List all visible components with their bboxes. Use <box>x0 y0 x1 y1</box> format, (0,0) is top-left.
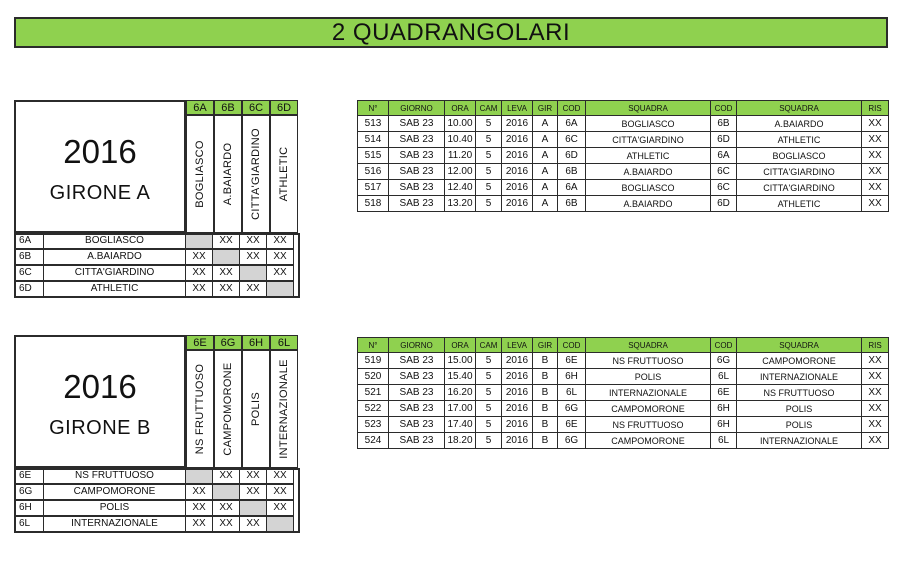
result-cell: XX <box>185 484 213 500</box>
table-cell: A.BAIARDO <box>586 196 711 212</box>
table-cell: 517 <box>358 180 389 196</box>
table-cell: CITTA'GIARDINO <box>586 132 711 148</box>
group-label <box>14 100 186 233</box>
column-header: GIORNO <box>389 338 445 353</box>
table-cell: 516 <box>358 164 389 180</box>
table-cell: 6H <box>711 401 737 417</box>
table-row <box>358 353 889 369</box>
column-team: POLIS <box>250 392 262 426</box>
table-row <box>14 468 300 484</box>
table-row <box>14 500 300 516</box>
result-cell: XX <box>239 468 267 484</box>
table-cell: 2016 <box>502 433 533 449</box>
result-cell <box>212 484 240 500</box>
row-team: NS FRUTTUOSO <box>43 468 186 484</box>
table-cell: 12.40 <box>445 180 476 196</box>
column-header: ORA <box>445 338 476 353</box>
result-cell <box>212 249 240 265</box>
table-cell: XX <box>862 353 889 369</box>
table-cell: ATHLETIC <box>737 132 862 148</box>
table-cell: 5 <box>476 148 502 164</box>
column-code: 6C <box>242 100 270 115</box>
table-cell: A <box>533 180 558 196</box>
table-cell: 522 <box>358 401 389 417</box>
result-cell <box>185 468 213 484</box>
table-row <box>358 417 889 433</box>
table-row <box>358 401 889 417</box>
table-cell: 6L <box>558 385 586 401</box>
table-cell: 2016 <box>502 148 533 164</box>
column-header: COD <box>558 101 586 116</box>
schedule-table-girone-b <box>357 337 889 449</box>
table-cell: 13.20 <box>445 196 476 212</box>
table-cell: 2016 <box>502 196 533 212</box>
table-cell: 5 <box>476 180 502 196</box>
column-team: ATHLETIC <box>278 146 290 202</box>
result-cell: XX <box>266 265 294 281</box>
row-code: 6E <box>14 468 44 484</box>
result-cell <box>239 265 267 281</box>
result-cell: XX <box>239 249 267 265</box>
column-header: ORA <box>445 101 476 116</box>
result-cell: XX <box>212 516 240 532</box>
table-cell: BOGLIASCO <box>586 180 711 196</box>
table-cell: 6L <box>711 369 737 385</box>
table-cell: 523 <box>358 417 389 433</box>
row-team: POLIS <box>43 500 186 516</box>
table-cell: 6B <box>558 196 586 212</box>
table-cell: XX <box>862 116 889 132</box>
table-cell: SAB 23 <box>389 148 445 164</box>
row-code: 6A <box>14 233 44 249</box>
table-cell: 10.00 <box>445 116 476 132</box>
table-cell: 6B <box>711 116 737 132</box>
result-cell <box>239 500 267 516</box>
column-header: LEVA <box>502 101 533 116</box>
table-cell: 18.20 <box>445 433 476 449</box>
table-row <box>358 196 889 212</box>
result-cell: XX <box>185 281 213 297</box>
column-header <box>214 100 242 233</box>
result-cell: XX <box>266 249 294 265</box>
table-cell: 6A <box>558 180 586 196</box>
column-code: 6H <box>242 335 270 350</box>
table-cell: 10.40 <box>445 132 476 148</box>
table-row <box>358 369 889 385</box>
group-rows <box>14 468 300 532</box>
table-cell: 6A <box>711 148 737 164</box>
table-cell: XX <box>862 369 889 385</box>
result-cell: XX <box>212 233 240 249</box>
table-cell: XX <box>862 196 889 212</box>
table-cell: XX <box>862 180 889 196</box>
row-team: ATHLETIC <box>43 281 186 297</box>
table-cell: POLIS <box>737 417 862 433</box>
column-team: CITTA'GIARDINO <box>250 128 262 220</box>
column-header <box>270 335 298 468</box>
table-cell: 6E <box>711 385 737 401</box>
column-header <box>186 335 214 468</box>
table-cell: 5 <box>476 369 502 385</box>
column-header: GIR <box>533 338 558 353</box>
table-cell: ATHLETIC <box>586 148 711 164</box>
group-year: 2016 <box>63 133 137 170</box>
column-code: 6D <box>270 100 298 115</box>
column-header: RIS <box>862 101 889 116</box>
result-cell: XX <box>266 233 294 249</box>
table-cell: 2016 <box>502 164 533 180</box>
table-cell: 5 <box>476 433 502 449</box>
table-cell: 2016 <box>502 401 533 417</box>
table-cell: 6H <box>711 417 737 433</box>
table-cell: NS FRUTTUOSO <box>586 353 711 369</box>
result-cell: XX <box>212 500 240 516</box>
column-team: BOGLIASCO <box>194 140 206 208</box>
column-code: 6L <box>270 335 298 350</box>
table-cell: A <box>533 132 558 148</box>
column-header: LEVA <box>502 338 533 353</box>
table-cell: SAB 23 <box>389 196 445 212</box>
table-cell: 15.00 <box>445 353 476 369</box>
row-code: 6H <box>14 500 44 516</box>
result-cell: XX <box>212 281 240 297</box>
column-code: 6E <box>186 335 214 350</box>
table-cell: XX <box>862 385 889 401</box>
table-cell: CAMPOMORONE <box>586 433 711 449</box>
result-cell: XX <box>239 281 267 297</box>
table-cell: B <box>533 417 558 433</box>
column-header: CAM <box>476 101 502 116</box>
column-header: GIR <box>533 101 558 116</box>
table-cell: SAB 23 <box>389 116 445 132</box>
column-header <box>214 335 242 468</box>
column-header: GIORNO <box>389 101 445 116</box>
column-header <box>242 335 270 468</box>
column-header <box>270 100 298 233</box>
table-cell: NS FRUTTUOSO <box>737 385 862 401</box>
table-cell: CITTA'GIARDINO <box>737 164 862 180</box>
table-cell: 519 <box>358 353 389 369</box>
column-header <box>242 100 270 233</box>
schedule-header-row <box>358 101 889 116</box>
table-cell: 6A <box>558 116 586 132</box>
table-cell: B <box>533 433 558 449</box>
table-cell: 5 <box>476 417 502 433</box>
table-cell: SAB 23 <box>389 180 445 196</box>
page-title: 2 QUADRANGOLARI <box>14 17 888 48</box>
row-team: INTERNAZIONALE <box>43 516 186 532</box>
column-header: N° <box>358 101 389 116</box>
result-cell <box>185 233 213 249</box>
table-cell: A <box>533 164 558 180</box>
column-team: INTERNAZIONALE <box>278 359 290 459</box>
result-cell: XX <box>239 484 267 500</box>
result-cell: XX <box>185 249 213 265</box>
table-row <box>14 233 300 249</box>
column-code: 6B <box>214 100 242 115</box>
row-code: 6G <box>14 484 44 500</box>
table-row <box>358 180 889 196</box>
table-cell: 12.00 <box>445 164 476 180</box>
result-cell: XX <box>266 468 294 484</box>
table-cell: 513 <box>358 116 389 132</box>
table-cell: A.BAIARDO <box>586 164 711 180</box>
table-cell: CAMPOMORONE <box>737 353 862 369</box>
table-cell: ATHLETIC <box>737 196 862 212</box>
table-cell: XX <box>862 132 889 148</box>
table-cell: SAB 23 <box>389 385 445 401</box>
table-cell: 5 <box>476 196 502 212</box>
table-cell: A <box>533 148 558 164</box>
result-cell: XX <box>185 265 213 281</box>
column-header: N° <box>358 338 389 353</box>
table-cell: POLIS <box>586 369 711 385</box>
table-cell: B <box>533 369 558 385</box>
table-cell: 6D <box>711 132 737 148</box>
column-header: SQUADRA <box>586 338 711 353</box>
column-header: SQUADRA <box>586 101 711 116</box>
row-team: CITTA'GIARDINO <box>43 265 186 281</box>
column-code: 6A <box>186 100 214 115</box>
table-cell: 5 <box>476 353 502 369</box>
table-cell: 6C <box>711 180 737 196</box>
table-cell: A.BAIARDO <box>737 116 862 132</box>
result-cell: XX <box>185 500 213 516</box>
table-cell: CITTA'GIARDINO <box>737 180 862 196</box>
group-name: GIRONE B <box>49 417 151 439</box>
table-row <box>14 281 300 297</box>
table-cell: 6C <box>711 164 737 180</box>
group-year: 2016 <box>63 368 137 405</box>
column-header: SQUADRA <box>737 338 862 353</box>
column-header: CAM <box>476 338 502 353</box>
row-team: CAMPOMORONE <box>43 484 186 500</box>
table-cell: SAB 23 <box>389 417 445 433</box>
table-cell: 5 <box>476 164 502 180</box>
table-cell: XX <box>862 433 889 449</box>
table-cell: 16.20 <box>445 385 476 401</box>
row-team: A.BAIARDO <box>43 249 186 265</box>
table-cell: 2016 <box>502 180 533 196</box>
table-cell: 2016 <box>502 132 533 148</box>
table-cell: SAB 23 <box>389 401 445 417</box>
table-cell: 2016 <box>502 116 533 132</box>
table-cell: 2016 <box>502 385 533 401</box>
table-cell: 11.20 <box>445 148 476 164</box>
table-cell: SAB 23 <box>389 369 445 385</box>
table-row <box>358 132 889 148</box>
table-cell: 6G <box>711 353 737 369</box>
table-cell: POLIS <box>737 401 862 417</box>
table-row <box>358 433 889 449</box>
table-cell: INTERNAZIONALE <box>737 369 862 385</box>
table-cell: 15.40 <box>445 369 476 385</box>
result-cell: XX <box>212 468 240 484</box>
table-cell: B <box>533 385 558 401</box>
table-cell: BOGLIASCO <box>737 148 862 164</box>
column-header: COD <box>558 338 586 353</box>
table-cell: 514 <box>358 132 389 148</box>
table-cell: A <box>533 116 558 132</box>
row-code: 6L <box>14 516 44 532</box>
table-cell: 6C <box>558 132 586 148</box>
table-cell: NS FRUTTUOSO <box>586 417 711 433</box>
table-row <box>358 385 889 401</box>
table-cell: 5 <box>476 385 502 401</box>
table-cell: BOGLIASCO <box>586 116 711 132</box>
schedule-table-girone-a <box>357 100 889 212</box>
table-cell: 6D <box>711 196 737 212</box>
table-cell: 6E <box>558 353 586 369</box>
table-cell: 5 <box>476 401 502 417</box>
table-cell: 5 <box>476 116 502 132</box>
result-cell: XX <box>185 516 213 532</box>
result-cell <box>266 281 294 297</box>
schedule-header-row <box>358 338 889 353</box>
column-header: COD <box>711 101 737 116</box>
result-cell: XX <box>212 265 240 281</box>
table-cell: 521 <box>358 385 389 401</box>
result-cell: XX <box>239 233 267 249</box>
column-team: CAMPOMORONE <box>222 362 234 456</box>
table-cell: B <box>533 401 558 417</box>
table-cell: 6L <box>711 433 737 449</box>
table-cell: 6H <box>558 369 586 385</box>
table-cell: 2016 <box>502 369 533 385</box>
column-header <box>186 100 214 233</box>
table-row <box>358 116 889 132</box>
table-cell: XX <box>862 401 889 417</box>
table-cell: 17.40 <box>445 417 476 433</box>
table-cell: SAB 23 <box>389 132 445 148</box>
row-team: BOGLIASCO <box>43 233 186 249</box>
row-code: 6B <box>14 249 44 265</box>
table-cell: 17.00 <box>445 401 476 417</box>
result-cell: XX <box>266 484 294 500</box>
table-cell: INTERNAZIONALE <box>586 385 711 401</box>
table-cell: INTERNAZIONALE <box>737 433 862 449</box>
result-cell <box>266 516 294 532</box>
row-code: 6D <box>14 281 44 297</box>
table-row <box>358 164 889 180</box>
table-cell: SAB 23 <box>389 433 445 449</box>
column-header: RIS <box>862 338 889 353</box>
table-cell: 6D <box>558 148 586 164</box>
result-cell: XX <box>239 516 267 532</box>
table-cell: 2016 <box>502 417 533 433</box>
group-rows <box>14 233 300 297</box>
table-cell: CAMPOMORONE <box>586 401 711 417</box>
table-cell: 515 <box>358 148 389 164</box>
table-cell: XX <box>862 417 889 433</box>
table-cell: 520 <box>358 369 389 385</box>
table-row <box>14 265 300 281</box>
column-code: 6G <box>214 335 242 350</box>
column-header: SQUADRA <box>737 101 862 116</box>
table-cell: 6E <box>558 417 586 433</box>
table-cell: 6G <box>558 433 586 449</box>
table-cell: 518 <box>358 196 389 212</box>
table-cell: SAB 23 <box>389 353 445 369</box>
row-code: 6C <box>14 265 44 281</box>
table-row <box>14 249 300 265</box>
table-cell: A <box>533 196 558 212</box>
table-row <box>358 148 889 164</box>
table-cell: XX <box>862 164 889 180</box>
table-cell: SAB 23 <box>389 164 445 180</box>
column-team: NS FRUTTUOSO <box>194 363 206 455</box>
table-cell: 6G <box>558 401 586 417</box>
column-team: A.BAIARDO <box>222 142 234 206</box>
column-header: COD <box>711 338 737 353</box>
table-cell: 2016 <box>502 353 533 369</box>
table-row <box>14 516 300 532</box>
table-row <box>14 484 300 500</box>
table-cell: B <box>533 353 558 369</box>
table-cell: XX <box>862 148 889 164</box>
table-cell: 5 <box>476 132 502 148</box>
group-label <box>14 335 186 468</box>
table-cell: 6B <box>558 164 586 180</box>
result-cell: XX <box>266 500 294 516</box>
table-cell: 524 <box>358 433 389 449</box>
group-name: GIRONE A <box>49 182 151 204</box>
